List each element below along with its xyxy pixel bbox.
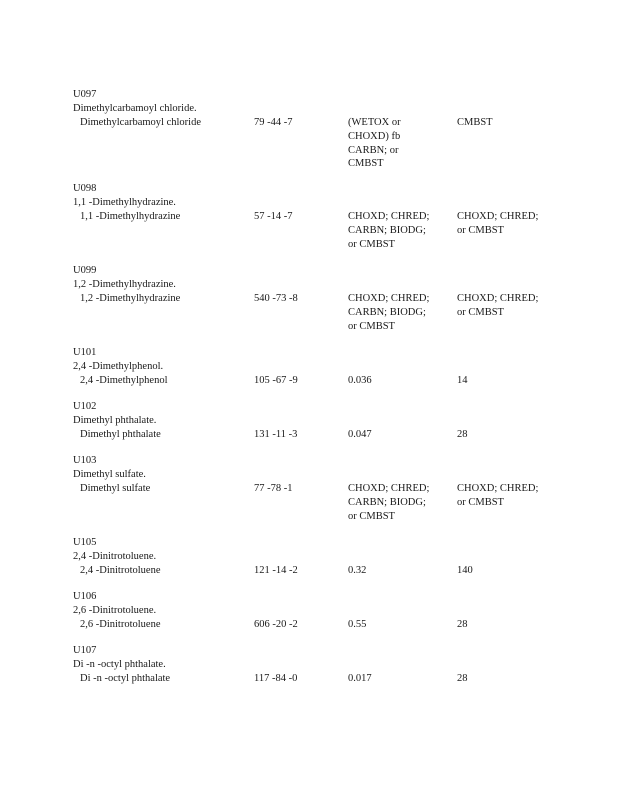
cas-number: 540 -73 -8 — [254, 293, 298, 304]
wastewater-standard: CHOXD; CHRED; CARBN; BIODG; or CMBST — [348, 211, 430, 250]
cas-number: 57 -14 -7 — [254, 211, 293, 222]
nonwastewater-standard: 28 — [457, 673, 468, 684]
waste-code: U105 — [73, 537, 97, 548]
nonwastewater-standard: 14 — [457, 375, 468, 386]
waste-code: U103 — [73, 455, 97, 466]
waste-description: 1,2 -Dimethylhydrazine. — [73, 279, 176, 290]
regulated-constituent: Dimethyl sulfate — [80, 483, 151, 494]
waste-description: Dimethyl sulfate. — [73, 469, 146, 480]
waste-code: U098 — [73, 183, 97, 194]
waste-description: 2,4 -Dimethylphenol. — [73, 361, 164, 372]
nonwastewater-standard: 140 — [457, 565, 473, 576]
cas-number: 105 -67 -9 — [254, 375, 298, 386]
regulated-constituent: Di -n -octyl phthalate — [80, 673, 171, 684]
regulated-constituent: 2,4 -Dinitrotoluene — [80, 565, 161, 576]
regulated-constituent: Dimethyl phthalate — [80, 429, 161, 440]
waste-description: Di -n -octyl phthalate. — [73, 659, 166, 670]
regulated-constituent: 2,6 -Dinitrotoluene — [80, 619, 161, 630]
waste-code: U102 — [73, 401, 97, 412]
wastewater-standard: CHOXD; CHRED; CARBN; BIODG; or CMBST — [348, 483, 430, 522]
waste-description: Dimethyl phthalate. — [73, 415, 157, 426]
regulated-constituent: 1,2 -Dimethylhydrazine — [80, 293, 181, 304]
cas-number: 121 -14 -2 — [254, 565, 298, 576]
nonwastewater-standard: 28 — [457, 429, 468, 440]
regulated-constituent: Dimethylcarbamoyl chloride — [80, 117, 202, 128]
regulated-constituent: 1,1 -Dimethylhydrazine — [80, 211, 181, 222]
waste-description: 2,6 -Dinitrotoluene. — [73, 605, 157, 616]
waste-description: 2,4 -Dinitrotoluene. — [73, 551, 157, 562]
wastewater-standard: (WETOX or CHOXD) fb CARBN; or CMBST — [348, 117, 401, 170]
waste-code: U097 — [73, 89, 97, 100]
wastewater-standard: 0.036 — [348, 375, 372, 386]
cas-number: 79 -44 -7 — [254, 117, 293, 128]
nonwastewater-standard: CMBST — [457, 117, 493, 128]
nonwastewater-standard: CHOXD; CHRED; or CMBST — [457, 483, 539, 508]
cas-number: 131 -11 -3 — [254, 429, 298, 440]
wastewater-standard: 0.017 — [348, 673, 372, 684]
waste-code: U099 — [73, 265, 97, 276]
nonwastewater-standard: CHOXD; CHRED; or CMBST — [457, 211, 539, 236]
regulated-constituent: 2,4 -Dimethylphenol — [80, 375, 168, 386]
wastewater-standard: 0.32 — [348, 565, 367, 576]
wastewater-standard: CHOXD; CHRED; CARBN; BIODG; or CMBST — [348, 293, 430, 332]
waste-description: 1,1 -Dimethylhydrazine. — [73, 197, 176, 208]
waste-code: U101 — [73, 347, 97, 358]
wastewater-standard: 0.047 — [348, 429, 372, 440]
waste-code: U107 — [73, 645, 97, 656]
cas-number: 77 -78 -1 — [254, 483, 293, 494]
nonwastewater-standard: 28 — [457, 619, 468, 630]
cas-number: 606 -20 -2 — [254, 619, 298, 630]
nonwastewater-standard: CHOXD; CHRED; or CMBST — [457, 293, 539, 318]
wastewater-standard: 0.55 — [348, 619, 367, 630]
cas-number: 117 -84 -0 — [254, 673, 298, 684]
waste-code: U106 — [73, 591, 97, 602]
waste-description: Dimethylcarbamoyl chloride. — [73, 103, 197, 114]
